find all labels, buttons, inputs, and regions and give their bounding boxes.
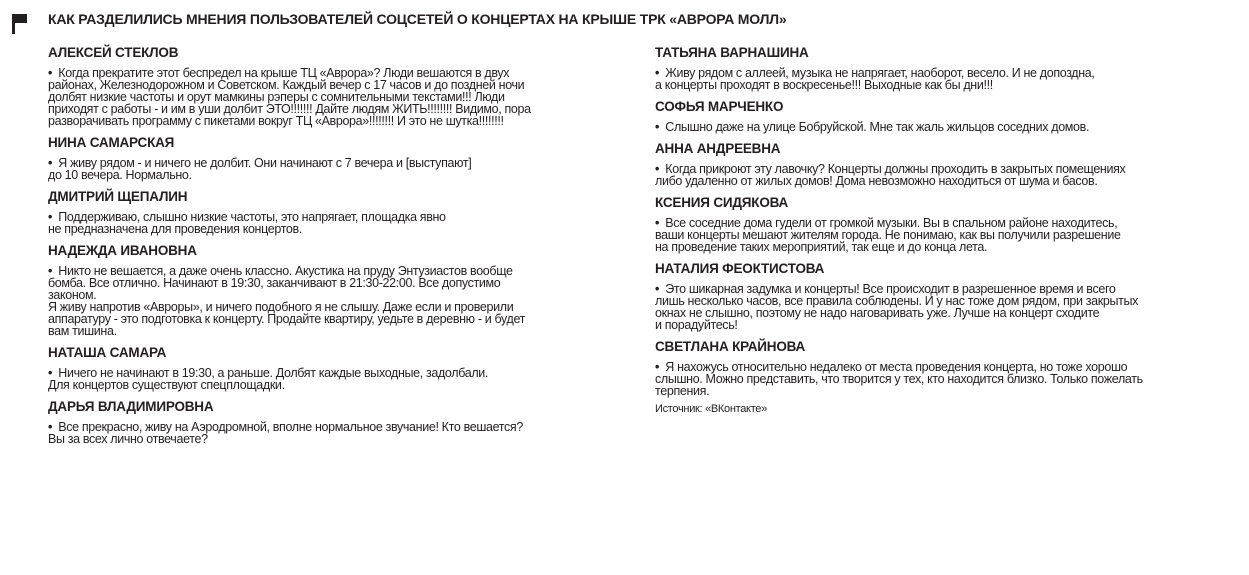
comment-line-text: ваши концерты мешают жителям города. Не понимаю, как вы получили разрешение	[655, 228, 1121, 242]
comment-text	[48, 157, 620, 181]
comment-line-text: а концерты проходят в воскресенье!!! Выходные как бы дни!!!	[655, 78, 993, 92]
comment-line	[655, 319, 1230, 331]
comment-line	[655, 79, 1230, 91]
comment-text	[655, 163, 1230, 187]
comment-line	[48, 169, 620, 181]
comment-line-text: терпения.	[655, 384, 710, 398]
comment-line	[655, 175, 1230, 187]
bullet-icon: •	[48, 366, 53, 380]
comment-line	[48, 115, 620, 127]
comment-line-text: либо удаленно от жилых домов! Дома невозможно находиться от шума и басов.	[655, 174, 1098, 188]
comment-natasha-samara	[48, 342, 620, 391]
comment-line-text: Никто не вешается, а даже очень классно. Акустика на пруду Энтузиастов вообще	[58, 264, 513, 278]
comment-text	[48, 67, 620, 127]
comment-tatyana-varnashina	[655, 42, 1230, 91]
comment-author: АЛЕКСЕЙ СТЕКЛОВ	[48, 45, 179, 60]
comment-line-text: Поддерживаю, слышно низкие частоты, это напрягает, площадка явно	[58, 210, 446, 224]
comment-dmitriy-schepalin	[48, 186, 620, 235]
comment-line	[655, 307, 1230, 319]
comment-line-text: разворачивать программу с пикетами вокруг ТЦ «Аврора»!!!!!!!! И это не шутка!!!!!!!!	[48, 114, 504, 128]
comment-darya-vladimirovna	[48, 396, 620, 445]
comment-line-text: приходят с работы - и им в уши долбит ЭТО!!!!!!! Дайте людям ЖИТЬ!!!!!!!! Видимо, пора	[48, 102, 531, 116]
bullet-icon: •	[48, 66, 53, 80]
comment-author: СОФЬЯ МАРЧЕНКО	[655, 99, 784, 114]
comment-line	[655, 385, 1230, 397]
comment-line	[48, 223, 620, 235]
bullet-icon: •	[48, 210, 53, 224]
comment-line-text: Когда прекратите этот беспредел на крыше ТЦ «Аврора»? Люди вешаются в двух	[58, 66, 510, 80]
comment-line-text: Все прекрасно, живу на Аэродромной, вполне нормальное звучание! Кто вешается?	[58, 420, 523, 434]
comment-text	[48, 421, 620, 445]
comment-nadezhda-ivanovna	[48, 240, 620, 337]
comment-line-text: до 10 вечера. Нормально.	[48, 168, 192, 182]
right-column-entries	[655, 42, 1230, 397]
comment-text	[655, 361, 1230, 397]
page-title: КАК РАЗДЕЛИЛИСЬ МНЕНИЯ ПОЛЬЗОВАТЕЛЕЙ СОЦСЕТЕЙ О КОНЦЕРТАХ НА КРЫШЕ ТРК «АВРОРА МОЛЛ»	[48, 11, 787, 27]
comment-line-text: не предназначена для проведения концертов.	[48, 222, 302, 236]
comment-line-text: на проведение таких мероприятий, так еще и до конца лета.	[655, 240, 988, 254]
bullet-icon: •	[655, 120, 660, 134]
comment-line-text: Когда прикроют эту лавочку? Концерты должны проходить в закрытых помещениях	[665, 162, 1126, 176]
comment-text	[655, 67, 1230, 91]
comment-line	[48, 325, 620, 337]
comment-author: НАДЕЖДА ИВАНОВНА	[48, 243, 197, 258]
comment-sofya-marchenko	[655, 96, 1230, 133]
comment-line-text: Я живу рядом - и ничего не долбит. Они начинают с 7 вечера и [выступают]	[58, 156, 472, 170]
comment-line-text: Я живу напротив «Авроры», и ничего подобного я не слышу. Даже если и проверили	[48, 300, 514, 314]
comment-aleksey-steklov	[48, 42, 620, 127]
comment-line-text: слышно. Можно представить, что творится у тех, кто находится близко. Только пожелать	[655, 372, 1143, 386]
comment-line	[655, 373, 1230, 385]
comment-line-text: Вы за всех лично отвечаете?	[48, 432, 208, 446]
comment-author: ДМИТРИЙ ЩЕПАЛИН	[48, 189, 188, 204]
comment-nataliya-feoktistova	[655, 258, 1230, 331]
comment-kseniya-sidyakova	[655, 192, 1230, 253]
left-column	[48, 42, 620, 450]
comment-text	[655, 283, 1230, 331]
comment-line	[655, 121, 1230, 133]
comment-text	[655, 121, 1230, 133]
comment-line-text: Живу рядом с аллеей, музыка не напрягает, наоборот, весело. И не допоздна,	[665, 66, 1095, 80]
comment-text	[48, 211, 620, 235]
bullet-icon: •	[655, 282, 660, 296]
comment-svetlana-kraynova	[655, 336, 1230, 397]
comment-anna-andreevna	[655, 138, 1230, 187]
comment-line	[48, 433, 620, 445]
bullet-icon: •	[655, 66, 660, 80]
bullet-icon: •	[48, 420, 53, 434]
comment-author: СВЕТЛАНА КРАЙНОВА	[655, 339, 806, 354]
comment-line-text: лишь несколько часов, все правила соблюдены. И у нас тоже дом рядом, при закрытых	[655, 294, 1139, 308]
comment-nina-samarskaya	[48, 132, 620, 181]
comment-line-text: Слышно даже на улице Бобруйской. Мне так жаль жильцов соседних домов.	[665, 120, 1090, 134]
comment-line	[655, 241, 1230, 253]
comment-author: АННА АНДРЕЕВНА	[655, 141, 781, 156]
bullet-icon: •	[655, 162, 660, 176]
bullet-icon: •	[48, 156, 53, 170]
bullet-icon: •	[48, 264, 53, 278]
comment-line	[48, 277, 620, 289]
comment-text	[48, 367, 620, 391]
comment-line-text: Ничего не начинают в 19:30, а раньше. Долбят каждые выходные, задолбали.	[58, 366, 489, 380]
comment-text	[655, 217, 1230, 253]
right-column	[655, 42, 1230, 415]
comment-line-text: вам тишина.	[48, 324, 117, 338]
comment-line-text: Все соседние дома гудели от громкой музыки. Вы в спальном районе находитесь,	[665, 216, 1118, 230]
bullet-icon: •	[655, 216, 660, 230]
comment-line	[48, 313, 620, 325]
comment-author: ДАРЬЯ ВЛАДИМИРОВНА	[48, 399, 214, 414]
bullet-icon: •	[655, 360, 660, 374]
comment-author: ТАТЬЯНА ВАРНАШИНА	[655, 45, 809, 60]
comment-text	[48, 265, 620, 337]
comment-author: КСЕНИЯ СИДЯКОВА	[655, 195, 789, 210]
comment-line-text: и порадуйтесь!	[655, 318, 738, 332]
comment-author: НАТАЛИЯ ФЕОКТИСТОВА	[655, 261, 825, 276]
comment-line-text: Я нахожусь относительно недалеко от места проведения концерта, но тоже хорошо	[665, 360, 1128, 374]
comment-line-text: аппаратуру - это подготовка к концерту. Продайте квартиру, уедьте в деревню - и будет	[48, 312, 526, 326]
comment-line	[48, 379, 620, 391]
comment-line-text: долбят низкие частоты и орут мамкины рэперы с сомнительными текстами!!! Люди	[48, 90, 505, 104]
comment-author: НАТАША САМАРА	[48, 345, 167, 360]
flag-icon	[12, 14, 27, 34]
comment-line-text: Это шикарная задумка и концерты! Все происходит в разрешенное время и всего	[665, 282, 1116, 296]
comment-line-text: Для концертов существуют спецплощадки.	[48, 378, 285, 392]
comment-author: НИНА САМАРСКАЯ	[48, 135, 175, 150]
source-note: Источник: «ВКонтакте»	[655, 403, 767, 415]
comment-line-text: районах, Железнодорожном и Советском. Каждый вечер с 17 часов и до поздней ночи	[48, 78, 525, 92]
comment-line-text: окнах не слышно, поэтому не надо наговаривать уже. Лучше на концерт сходите	[655, 306, 1100, 320]
comment-line-text: законом.	[48, 288, 97, 302]
comment-line-text: бомба. Все отлично. Начинают в 19:30, заканчивают в 21:30-22:00. Все допустимо	[48, 276, 501, 290]
